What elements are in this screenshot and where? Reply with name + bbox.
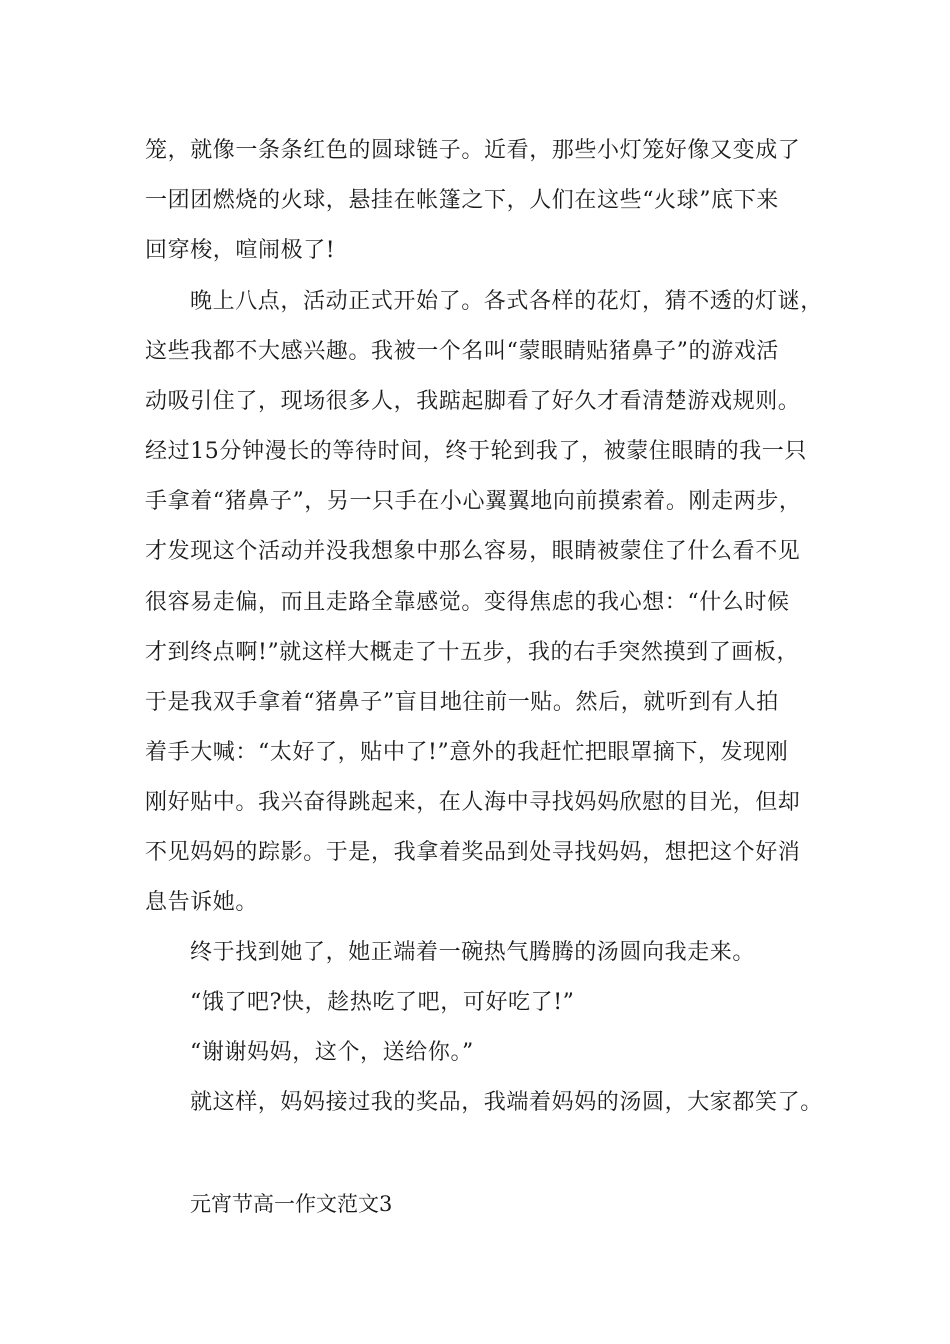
text-line: 动吸引住了，现场很多人，我踮起脚看了好久才看清楚游戏规则。	[145, 389, 801, 414]
text-line: 很容易走偏，而且走路全靠感觉。变得焦虑的我心想：“什么时候	[145, 590, 790, 615]
text-line: 于是我双手拿着“猪鼻子”盲目地往前一贴。然后，就听到有人拍	[145, 690, 779, 715]
text-line: 一团团燃烧的火球，悬挂在帐篷之下，人们在这些“火球”底下来	[145, 188, 779, 213]
text-line: 才发现这个活动并没我想象中那么容易，眼睛被蒙住了什么看不见	[145, 539, 801, 564]
text-line: 终于找到她了，她正端着一碗热气腾腾的汤圆向我走来。	[190, 940, 756, 965]
dialogue-line: “谢谢妈妈，这个，送给你。”	[190, 1040, 474, 1065]
text-line: 才到终点啊!”就这样大概走了十五步，我的右手突然摸到了画板，	[145, 640, 800, 665]
section-heading: 元宵节高一作文范文3	[190, 1192, 393, 1216]
text-line: 息告诉她。	[145, 890, 259, 915]
text-line: 经过15分钟漫长的等待时间，终于轮到我了，被蒙住眼睛的我一只	[145, 439, 807, 464]
text-line: 手拿着“猪鼻子”，另一只手在小心翼翼地向前摸索着。刚走两步，	[145, 489, 802, 514]
text-line: 这些我都不大感兴趣。我被一个名叫“蒙眼睛贴猪鼻子”的游戏活	[145, 339, 779, 364]
text-line: 笼，就像一条条红色的圆球链子。近看，那些小灯笼好像又变成了	[145, 138, 801, 163]
dialogue-line: “饿了吧?快，趁热吃了吧，可好吃了!”	[190, 990, 575, 1015]
text-line: 刚好贴中。我兴奋得跳起来，在人海中寻找妈妈欣慰的目光，但却	[145, 790, 801, 815]
text-line: 回穿梭，喧闹极了!	[145, 238, 336, 263]
text-line: 晚上八点，活动正式开始了。各式各样的花灯，猜不透的灯谜，	[190, 289, 823, 314]
text-line: 就这样，妈妈接过我的奖品，我端着妈妈的汤圆，大家都笑了。	[190, 1090, 823, 1115]
text-line: 着手大喊：“太好了，贴中了!”意外的我赶忙把眼罩摘下，发现刚	[145, 740, 789, 765]
text-line: 不见妈妈的踪影。于是，我拿着奖品到处寻找妈妈，想把这个好消	[145, 840, 801, 865]
